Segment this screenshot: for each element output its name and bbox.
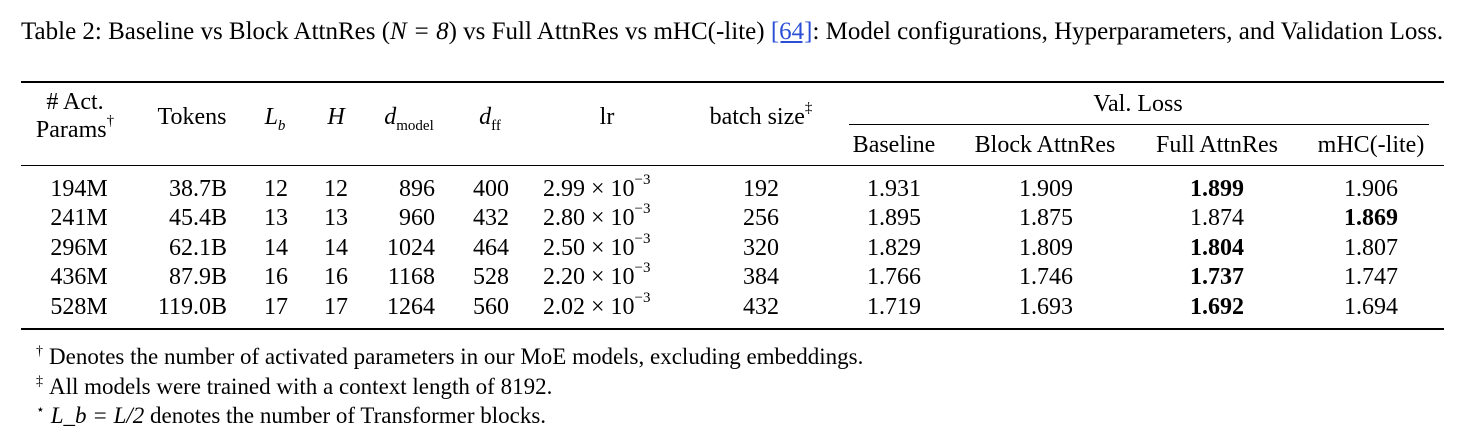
cell-params: 436M bbox=[50, 264, 108, 290]
cell-lb: 17 bbox=[264, 294, 288, 320]
cell-lb: 14 bbox=[264, 235, 288, 261]
cell-full: 1.899 bbox=[1190, 176, 1244, 202]
caption-math: N = 8 bbox=[390, 18, 449, 45]
footnote-star-math: L_b = L/2 bbox=[50, 403, 145, 428]
cell-mhc: 1.694 bbox=[1344, 294, 1398, 320]
cell-dff: 560 bbox=[473, 294, 509, 320]
cell-block: 1.746 bbox=[1019, 264, 1073, 290]
cell-block: 1.693 bbox=[1019, 294, 1073, 320]
header-act-params-line1: # Act. bbox=[46, 89, 104, 115]
cell-lr: $2.02 \times 10^{-3}$ bbox=[543, 290, 651, 320]
cell-dmodel: 1168 bbox=[387, 264, 435, 290]
table-caption bbox=[21, 16, 1451, 47]
header-mhc-lite: mHC(-lite) bbox=[1317, 132, 1425, 158]
cell-h: 16 bbox=[324, 264, 348, 290]
cell-lr: $2.99 \times 10^{-3}$ bbox=[543, 172, 651, 202]
cell-params: 296M bbox=[50, 235, 108, 261]
cell-mhc: 1.869 bbox=[1344, 205, 1398, 231]
val-loss-group-rule bbox=[849, 124, 1429, 125]
footnote-dagger: † Denotes the number of activated parameters in our MoE models, excluding embeddings. bbox=[36, 344, 864, 369]
cell-batch: 432 bbox=[743, 294, 779, 320]
header-lr: lr bbox=[599, 104, 615, 130]
cell-full: 1.804 bbox=[1190, 235, 1244, 261]
cell-mhc: 1.747 bbox=[1344, 264, 1398, 290]
cell-tokens: 62.1B bbox=[168, 235, 227, 261]
footnote-double-dagger: ‡ All models were trained with a context length of 8192. bbox=[36, 374, 553, 399]
cell-dff: 464 bbox=[473, 235, 509, 261]
cell-h: 14 bbox=[324, 235, 348, 261]
cell-dff: 400 bbox=[473, 176, 509, 202]
header-bottom-rule bbox=[21, 165, 1444, 166]
header-dmodel: $d_{model}$ bbox=[384, 104, 434, 134]
cell-lr: $2.50 \times 10^{-3}$ bbox=[543, 231, 651, 261]
header-act-params-line2: Params† bbox=[35, 113, 115, 143]
cell-lr: $2.20 \times 10^{-3}$ bbox=[543, 260, 651, 290]
cell-full: 1.692 bbox=[1190, 294, 1244, 320]
cell-dmodel: 1264 bbox=[387, 294, 435, 320]
cell-tokens: 38.7B bbox=[168, 176, 227, 202]
cell-baseline: 1.719 bbox=[867, 294, 921, 320]
cell-baseline: 1.931 bbox=[867, 176, 921, 202]
table-top-rule bbox=[21, 81, 1444, 83]
cell-tokens: 45.4B bbox=[168, 205, 227, 231]
cell-baseline: 1.895 bbox=[867, 205, 921, 231]
cell-block: 1.909 bbox=[1019, 176, 1073, 202]
cell-params: 194M bbox=[50, 176, 108, 202]
cell-baseline: 1.766 bbox=[867, 264, 921, 290]
cell-full: 1.874 bbox=[1190, 205, 1244, 231]
cell-h: 12 bbox=[324, 176, 348, 202]
header-block-attnres: Block AttnRes bbox=[974, 132, 1116, 158]
caption-text: Table 2: Baseline vs Block AttnRes ( bbox=[21, 18, 391, 45]
cell-dff: 432 bbox=[473, 205, 509, 231]
cell-full: 1.737 bbox=[1190, 264, 1244, 290]
caption-text-end: : Model configurations, Hyperparameters, and Validation Loss. bbox=[812, 18, 1444, 45]
cell-dmodel: 960 bbox=[399, 205, 435, 231]
cell-params: 528M bbox=[50, 294, 108, 320]
cell-lr: $2.80 \times 10^{-3}$ bbox=[543, 201, 651, 231]
cell-h: 13 bbox=[324, 205, 348, 231]
caption-text-middle: ) vs Full AttnRes vs mHC(-lite) bbox=[448, 18, 771, 45]
header-val-loss: Val. Loss bbox=[1093, 91, 1183, 117]
cell-batch: 256 bbox=[743, 205, 779, 231]
table-bottom-rule bbox=[21, 328, 1444, 330]
cell-dmodel: 1024 bbox=[387, 235, 435, 261]
cell-lb: 13 bbox=[264, 205, 288, 231]
cell-batch: 320 bbox=[743, 235, 779, 261]
header-lb: $L_b$ bbox=[264, 104, 286, 134]
header-dff: $d_{ff}$ bbox=[479, 104, 501, 134]
cell-h: 17 bbox=[324, 294, 348, 320]
header-baseline: Baseline bbox=[852, 132, 936, 158]
cell-lb: 12 bbox=[264, 176, 288, 202]
cell-block: 1.875 bbox=[1019, 205, 1073, 231]
header-batch-size: batch size‡ bbox=[709, 100, 813, 130]
cell-block: 1.809 bbox=[1019, 235, 1073, 261]
header-h: H bbox=[327, 104, 345, 130]
cell-params: 241M bbox=[50, 205, 108, 231]
cell-baseline: 1.829 bbox=[867, 235, 921, 261]
cell-dff: 528 bbox=[473, 264, 509, 290]
cell-batch: 384 bbox=[743, 264, 779, 290]
citation-link[interactable]: [64] bbox=[770, 18, 813, 45]
cell-mhc: 1.807 bbox=[1344, 235, 1398, 261]
header-tokens: Tokens bbox=[157, 104, 227, 130]
cell-batch: 192 bbox=[743, 176, 779, 202]
header-full-attnres: Full AttnRes bbox=[1155, 132, 1279, 158]
cell-tokens: 87.9B bbox=[168, 264, 227, 290]
cell-tokens: 119.0B bbox=[157, 294, 227, 320]
cell-mhc: 1.906 bbox=[1344, 176, 1398, 202]
footnote-star: ⋆ L_b = L/2 denotes the number of Transformer blocks. bbox=[36, 403, 547, 428]
cell-dmodel: 896 bbox=[399, 176, 435, 202]
cell-lb: 16 bbox=[264, 264, 288, 290]
